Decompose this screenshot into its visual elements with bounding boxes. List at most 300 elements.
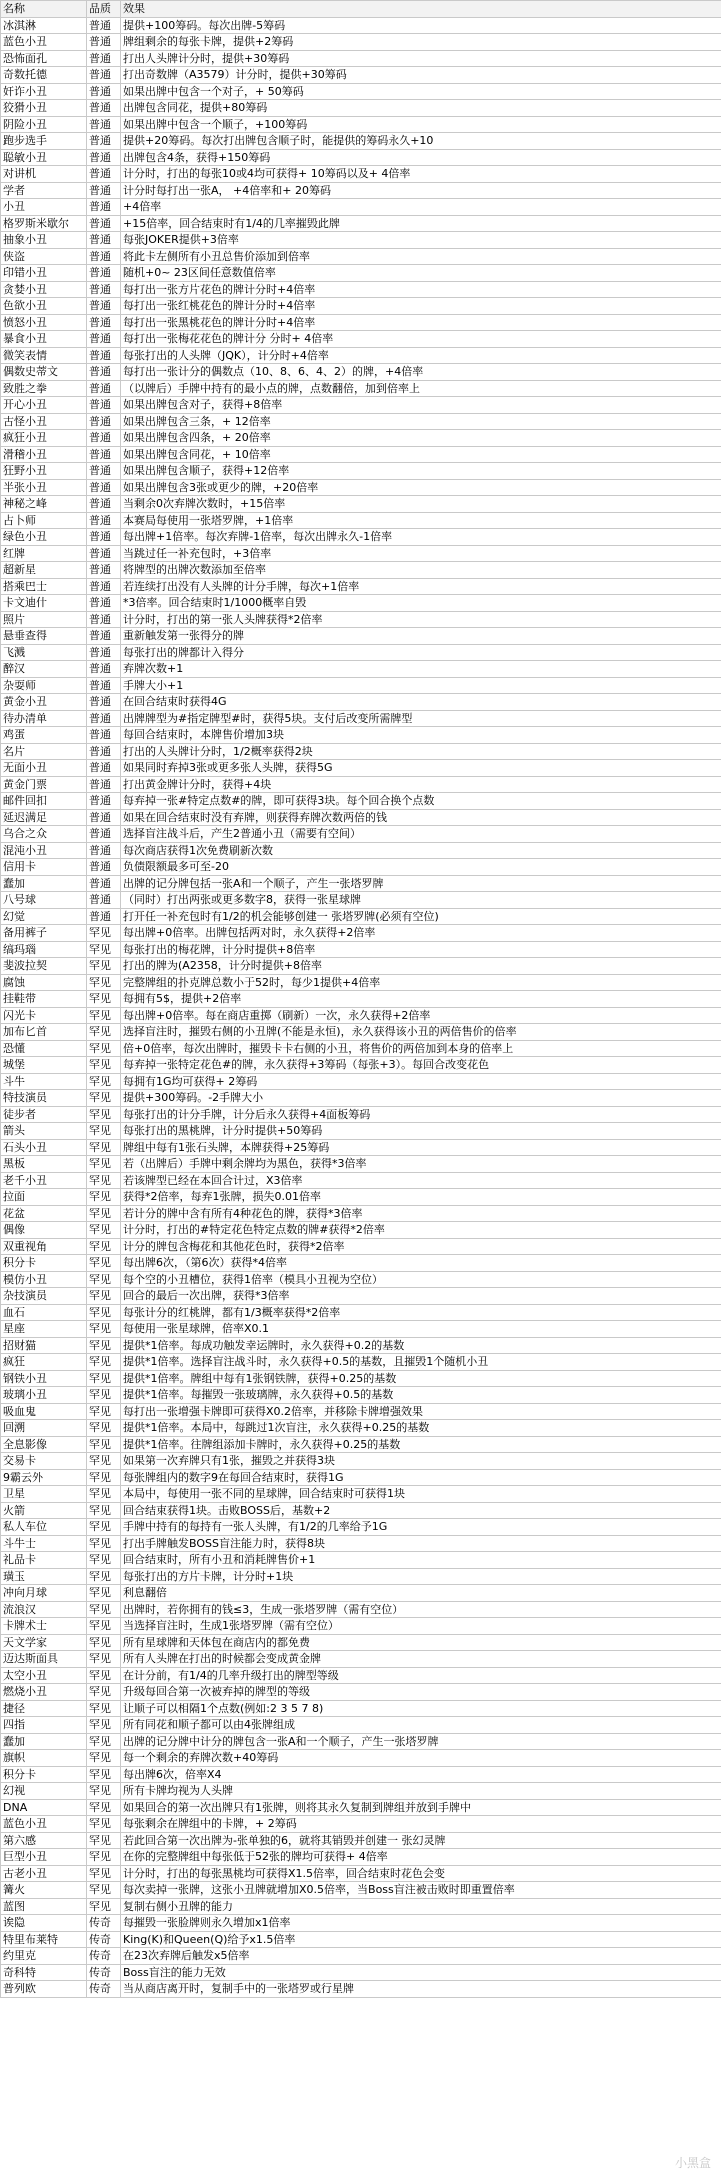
cell-effect: 如果出牌包含三条，+ 12倍率 [121,413,721,430]
cell-quality: 普通 [87,496,121,513]
cell-name: 特技演员 [1,1090,87,1107]
cell-name: 普列欧 [1,1981,87,1998]
table-row [1,776,721,793]
cell-effect: 如果同时弃掉3张或更多张人头牌，获得5G [121,760,721,777]
cell-name: 醉汉 [1,661,87,678]
table-row [1,50,721,67]
table-row [1,430,721,447]
cell-effect: 出牌牌型为#指定牌型#时，获得5块。支付后改变所需牌型 [121,710,721,727]
cell-name: 巨型小丑 [1,1849,87,1866]
cell-effect: 回合的最后一次出牌，获得*3倍率 [121,1288,721,1305]
cell-name: 招财猫 [1,1337,87,1354]
table-row [1,479,721,496]
table-row [1,364,721,381]
cell-effect: 选择盲注时，摧毁右侧的小丑牌(不能是永恒)，永久获得该小丑的两倍售价的倍率 [121,1024,721,1041]
cell-effect: 在23次弃牌后触发x5倍率 [121,1948,721,1965]
table-row [1,1436,721,1453]
cell-effect: 重新触发第一张得分的牌 [121,628,721,645]
table-row [1,1205,721,1222]
table-row [1,1618,721,1635]
cell-name: 吸血鬼 [1,1403,87,1420]
cell-quality: 罕见 [87,1502,121,1519]
cell-quality: 普通 [87,611,121,628]
cell-name: 火箭 [1,1502,87,1519]
cell-name: 无面小丑 [1,760,87,777]
cell-effect: 在回合结束时获得4G [121,694,721,711]
cell-effect: 打出人头牌计分时，提供+30筹码 [121,50,721,67]
cell-name: 聪敏小丑 [1,149,87,166]
cell-effect: 每张剩余在牌组中的卡牌，+ 2筹码 [121,1816,721,1833]
cell-quality: 普通 [87,298,121,315]
cell-quality: 罕见 [87,1403,121,1420]
cell-effect: 出牌包含4条，获得+150筹码 [121,149,721,166]
cell-effect: 每张打出的计分手牌，计分后永久获得+4面板筹码 [121,1106,721,1123]
cell-effect: 每摧毁一张脸牌则永久增加x1倍率 [121,1915,721,1932]
cell-effect: 提供+300筹码。-2手牌大小 [121,1090,721,1107]
cell-name: 模仿小丑 [1,1271,87,1288]
table-row [1,1733,721,1750]
table-row [1,1304,721,1321]
cell-effect: 每次商店获得1次免费刷新次数 [121,842,721,859]
cell-quality: 罕见 [87,1601,121,1618]
cell-name: 城堡 [1,1057,87,1074]
cell-name: 印错小丑 [1,265,87,282]
cell-quality: 普通 [87,727,121,744]
cell-effect: 所有人头牌在打出的时候都会变成黄金牌 [121,1651,721,1668]
cell-effect: 每拥有1G均可获得+ 2筹码 [121,1073,721,1090]
cell-effect: 当选择盲注时，生成1张塔罗牌（需有空位） [121,1618,721,1635]
cell-quality: 罕见 [87,1453,121,1470]
cell-quality: 普通 [87,83,121,100]
cell-effect: 每打出一张增强卡牌即可获得X0.2倍率，并移除卡牌增强效果 [121,1403,721,1420]
cell-quality: 普通 [87,265,121,282]
cell-effect: 在计分前，有1/4的几率升级打出的牌型等级 [121,1667,721,1684]
table-row [1,1898,721,1915]
cell-name: 太空小丑 [1,1667,87,1684]
table-row [1,83,721,100]
cell-effect: 若计分的牌中含有所有4种花色的牌，获得*3倍率 [121,1205,721,1222]
cell-effect: 手牌中持有的每持有一张人头牌，有1/2的几率给予1G [121,1519,721,1536]
cell-effect: 所有星球牌和天体包在商店内的都免费 [121,1634,721,1651]
cell-name: 疯狂小丑 [1,430,87,447]
cell-quality: 罕见 [87,1222,121,1239]
table-row [1,628,721,645]
cell-effect: 每张牌组内的数字9在每回合结束时，获得1G [121,1469,721,1486]
cell-name: 约里克 [1,1948,87,1965]
table-row [1,958,721,975]
cell-effect: 出牌包含同花，提供+80筹码 [121,100,721,117]
cell-name: 9霸云外 [1,1469,87,1486]
cell-quality: 普通 [87,809,121,826]
table-row [1,1519,721,1536]
cell-effect: +4倍率 [121,199,721,216]
cell-effect: 每打出一张方片花色的牌计分时+4倍率 [121,281,721,298]
cell-quality: 普通 [87,595,121,612]
table-row [1,826,721,843]
cell-effect: 计分的牌包含梅花和其他花色时，获得*2倍率 [121,1238,721,1255]
cell-effect: 当从商店离开时，复制手中的一张塔罗或行星牌 [121,1981,721,1998]
table-row [1,974,721,991]
cell-effect: 若连续打出没有人头牌的计分手牌，每次+1倍率 [121,578,721,595]
table-row [1,1469,721,1486]
cell-name: 双重视角 [1,1238,87,1255]
cell-name: 第六感 [1,1832,87,1849]
table-row [1,496,721,513]
cell-effect: 本局中，每使用一张不同的星球牌，回合结束时可获得1块 [121,1486,721,1503]
cell-name: 暴食小丑 [1,331,87,348]
cell-name: 偶数史蒂文 [1,364,87,381]
cell-effect: 若该牌型已经在本回合计过，X3倍率 [121,1172,721,1189]
cell-effect: 打出黄金牌计分时，获得+4块 [121,776,721,793]
table-row [1,413,721,430]
cell-name: 混沌小丑 [1,842,87,859]
cell-quality: 罕见 [87,1519,121,1536]
cell-quality: 罕见 [87,991,121,1008]
table-row [1,1073,721,1090]
cell-effect: 将此卡左侧所有小丑总售价添加到倍率 [121,248,721,265]
cell-name: 备用裤子 [1,925,87,942]
cell-quality: 普通 [87,578,121,595]
cell-quality: 普通 [87,677,121,694]
cell-effect: 如果出牌包含四条，+ 20倍率 [121,430,721,447]
cell-quality: 罕见 [87,1205,121,1222]
cell-quality: 罕见 [87,1238,121,1255]
cell-name: 照片 [1,611,87,628]
cell-name: 交易卡 [1,1453,87,1470]
cell-effect: 随机+0~ 23区间任意数值倍率 [121,265,721,282]
table-row [1,133,721,150]
cell-quality: 罕见 [87,1865,121,1882]
table-row [1,809,721,826]
cell-name: 加布匕首 [1,1024,87,1041]
table-row [1,116,721,133]
table-row [1,347,721,364]
cell-effect: 如果出牌中包含一个顺子，+100筹码 [121,116,721,133]
cell-name: 神秘之峰 [1,496,87,513]
cell-quality: 罕见 [87,1849,121,1866]
cell-quality: 普通 [87,661,121,678]
cell-quality: 普通 [87,413,121,430]
cell-effect: 每次卖掉一张牌，这张小丑牌就增加X0.5倍率，当Boss盲注被击败时即重置倍率 [121,1882,721,1899]
cell-name: 对讲机 [1,166,87,183]
cell-name: 四指 [1,1717,87,1734]
cell-quality: 罕见 [87,1667,121,1684]
table-row [1,1354,721,1371]
cell-effect: 如果回合的第一次出牌只有1张牌，则将其永久复制到牌组并放到手牌中 [121,1799,721,1816]
table-row [1,1964,721,1981]
cell-effect: （同时）打出两张或更多数字8，获得一张星球牌 [121,892,721,909]
cell-name: 斗牛士 [1,1535,87,1552]
table-row [1,199,721,216]
table-row [1,1370,721,1387]
cell-effect: 每一个剩余的弃牌次数+40筹码 [121,1750,721,1767]
table-row [1,1007,721,1024]
cell-effect: 让顺子可以相隔1个点数(例如:2 3 5 7 8) [121,1700,721,1717]
table-row [1,1387,721,1404]
cell-quality: 普通 [87,908,121,925]
cell-name: 捷径 [1,1700,87,1717]
table-row [1,1552,721,1569]
table-row [1,941,721,958]
cell-effect: 计分时，打出的第一张人头牌获得*2倍率 [121,611,721,628]
cell-quality: 罕见 [87,1007,121,1024]
table-row [1,1634,721,1651]
cell-quality: 普通 [87,331,121,348]
cell-name: 玻璃小丑 [1,1387,87,1404]
cell-name: 卫星 [1,1486,87,1503]
table-row [1,248,721,265]
cell-name: 半张小丑 [1,479,87,496]
table-row [1,1816,721,1833]
table-row [1,1799,721,1816]
cell-quality: 罕见 [87,1832,121,1849]
cell-quality: 普通 [87,479,121,496]
cell-effect: 出牌的记分牌中计分的牌包含一张A和一个顺子，产生一张塔罗牌 [121,1733,721,1750]
cell-name: 名片 [1,743,87,760]
table-row [1,397,721,414]
cell-effect: 每张计分的红桃牌，都有1/3概率获得*2倍率 [121,1304,721,1321]
cell-effect: 打出手牌触发BOSS盲注能力时，获得8块 [121,1535,721,1552]
cell-name: 诶隐 [1,1915,87,1932]
cell-quality: 罕见 [87,1288,121,1305]
cell-name: 占卜师 [1,512,87,529]
cell-quality: 罕见 [87,1882,121,1899]
cell-name: 蓝色小丑 [1,1816,87,1833]
table-row [1,1717,721,1734]
cell-quality: 普通 [87,776,121,793]
cell-quality: 罕见 [87,1106,121,1123]
cell-name: 闪光卡 [1,1007,87,1024]
cell-quality: 罕见 [87,1304,121,1321]
cell-effect: 提供*1倍率。本局中，每跳过1次盲注，永久获得+0.25的基数 [121,1420,721,1437]
table-row [1,265,721,282]
table-row [1,1981,721,1998]
table-row [1,446,721,463]
cell-effect: 若此回合第一次出牌为-张单独的6，就将其销毁并创建一 张幻灵牌 [121,1832,721,1849]
cell-quality: 普通 [87,248,121,265]
cell-name: 老千小丑 [1,1172,87,1189]
table-row [1,1255,721,1272]
table-body [1,17,721,1997]
cell-name: 积分卡 [1,1766,87,1783]
cell-quality: 罕见 [87,1090,121,1107]
cell-name: DNA [1,1799,87,1816]
cell-name: 鸡蛋 [1,727,87,744]
cell-effect: 提供*1倍率。往牌组添加卡牌时，永久获得+0.25的基数 [121,1436,721,1453]
cell-effect: 如果出牌包含3张或更少的牌，+20倍率 [121,479,721,496]
cell-quality: 传奇 [87,1915,121,1932]
table-row [1,1453,721,1470]
cell-effect: 每张打出的梅花牌，计分时提供+8倍率 [121,941,721,958]
cell-quality: 传奇 [87,1948,121,1965]
cell-quality: 罕见 [87,1552,121,1569]
cell-quality: 普通 [87,116,121,133]
cell-effect: 提供+20筹码。每次打出牌包含顺子时，能提供的筹码永久+10 [121,133,721,150]
table-row [1,892,721,909]
cell-name: 信用卡 [1,859,87,876]
table-row [1,149,721,166]
cell-quality: 罕见 [87,1535,121,1552]
cell-quality: 罕见 [87,1123,121,1140]
table-row [1,1585,721,1602]
cell-name: 阴险小丑 [1,116,87,133]
cell-quality: 普通 [87,842,121,859]
table-row [1,1849,721,1866]
cell-effect: 计分时，打出的#特定花色特定点数的牌#获得*2倍率 [121,1222,721,1239]
table-row [1,1057,721,1074]
cell-name: 斗牛 [1,1073,87,1090]
cell-quality: 普通 [87,545,121,562]
cell-quality: 罕见 [87,1585,121,1602]
cell-quality: 普通 [87,463,121,480]
cell-effect: 提供+100筹码。每次出牌-5筹码 [121,17,721,34]
cell-effect: King(K)和Queen(Q)给予x1.5倍率 [121,1931,721,1948]
cell-effect: 如果第一次弃牌只有1张，摧毁之并获得3块 [121,1453,721,1470]
cell-effect: 所有卡牌均视为人头牌 [121,1783,721,1800]
table-row [1,34,721,51]
table-row [1,281,721,298]
cell-effect: 每拥有5$，提供+2倍率 [121,991,721,1008]
cell-quality: 罕见 [87,1486,121,1503]
table-row [1,67,721,84]
cell-name: 格罗斯米歇尔 [1,215,87,232]
cell-quality: 普通 [87,182,121,199]
table-row [1,1832,721,1849]
cell-quality: 罕见 [87,1733,121,1750]
table-row [1,1123,721,1140]
cell-effect: *3倍率。回合结束时1/1000概率自毁 [121,595,721,612]
table-row [1,1288,721,1305]
cell-effect: 打开任一补充包时有1/2的机会能够创建一 张塔罗牌(必须有空位) [121,908,721,925]
table-row [1,1106,721,1123]
cell-effect: 在你的完整牌组中每张低于52张的牌均可获得+ 4倍率 [121,1849,721,1866]
cell-quality: 罕见 [87,1189,121,1206]
table-row [1,1766,721,1783]
cell-name: 绿色小丑 [1,529,87,546]
cell-quality: 罕见 [87,1057,121,1074]
table-row [1,743,721,760]
cell-name: 奇科特 [1,1964,87,1981]
cell-effect: 每个空的小丑槽位，获得1倍率（模具小丑视为空位） [121,1271,721,1288]
table-row [1,1651,721,1668]
cell-name: 微笑表情 [1,347,87,364]
table-row [1,1156,721,1173]
table-row [1,1139,721,1156]
cell-effect: 如果出牌包含顺子，获得+12倍率 [121,463,721,480]
cell-quality: 罕见 [87,1156,121,1173]
table-row [1,925,721,942]
table-row [1,166,721,183]
cell-quality: 普通 [87,430,121,447]
cell-name: 搭乘巴士 [1,578,87,595]
cell-name: 侠盗 [1,248,87,265]
cell-quality: 普通 [87,34,121,51]
cell-quality: 普通 [87,694,121,711]
cell-name: 天文学家 [1,1634,87,1651]
table-row [1,100,721,117]
cell-effect: 每张打出的方片卡牌，计分时+1块 [121,1568,721,1585]
table-row [1,298,721,315]
cell-effect: 负债限额最多可至-20 [121,859,721,876]
cell-quality: 罕见 [87,1684,121,1701]
table-row [1,1090,721,1107]
cell-effect: 每出牌+0倍率。每在商店重掷（刷新）一次，永久获得+2倍率 [121,1007,721,1024]
cell-name: 乌合之众 [1,826,87,843]
cell-name: 贪婪小丑 [1,281,87,298]
table-row [1,1172,721,1189]
cell-effect: 如果出牌包含对子，获得+8倍率 [121,397,721,414]
cell-effect: 出牌时，若你拥有的钱≤3，生成一张塔罗牌（需有空位） [121,1601,721,1618]
cell-name: 挂鞋带 [1,991,87,1008]
cell-name: 色欲小丑 [1,298,87,315]
cell-name: 卡文迪什 [1,595,87,612]
table-row [1,1403,721,1420]
cell-name: 偶像 [1,1222,87,1239]
table-row [1,1271,721,1288]
cell-effect: 升级每回合第一次被弃掉的牌型的等级 [121,1684,721,1701]
cell-name: 红牌 [1,545,87,562]
cell-effect: 获得*2倍率，每弃1张牌，损失0.01倍率 [121,1189,721,1206]
header-quality: 品质 [87,1,121,18]
cell-quality: 普通 [87,875,121,892]
table-row [1,1783,721,1800]
cell-name: 腐蚀 [1,974,87,991]
table-row [1,215,721,232]
cell-quality: 罕见 [87,1420,121,1437]
table-row [1,1865,721,1882]
cell-quality: 罕见 [87,1898,121,1915]
cell-effect: 每出牌6次，（第6次）获得*4倍率 [121,1255,721,1272]
cell-name: 奸诈小丑 [1,83,87,100]
table-row [1,1915,721,1932]
cell-quality: 罕见 [87,941,121,958]
cell-quality: 普通 [87,149,121,166]
cell-effect: 每打出一张计分的偶数点（10、8、6、4、2）的牌，+4倍率 [121,364,721,381]
cell-quality: 普通 [87,859,121,876]
cell-quality: 普通 [87,512,121,529]
table-row [1,694,721,711]
cell-effect: 手牌大小+1 [121,677,721,694]
table-row [1,463,721,480]
cell-name: 黄金门票 [1,776,87,793]
table-row [1,1420,721,1437]
cell-effect: 当剩余0次弃牌次数时，+15倍率 [121,496,721,513]
cell-name: 幻觉 [1,908,87,925]
table-row [1,595,721,612]
cell-effect: 每张打出的黑桃牌，计分时提供+50筹码 [121,1123,721,1140]
cell-quality: 普通 [87,17,121,34]
cell-name: 飞溅 [1,644,87,661]
table-row [1,545,721,562]
cell-quality: 普通 [87,644,121,661]
cell-effect: 计分时每打出一张A， +4倍率和+ 20筹码 [121,182,721,199]
cell-quality: 罕见 [87,1271,121,1288]
cell-effect: 利息翻倍 [121,1585,721,1602]
cell-name: 旗帜 [1,1750,87,1767]
watermark: 小黑盒 [674,2156,711,2170]
cell-name: 全息影像 [1,1436,87,1453]
cell-name: 悬垂查得 [1,628,87,645]
table-row [1,1931,721,1948]
cell-effect: 复制右侧小丑牌的能力 [121,1898,721,1915]
cell-effect: 每使用一张星球牌，倍率X0.1 [121,1321,721,1338]
cell-quality: 普通 [87,892,121,909]
table-row [1,314,721,331]
table-row [1,17,721,34]
cell-name: 徒步者 [1,1106,87,1123]
table-row [1,1601,721,1618]
cell-quality: 普通 [87,380,121,397]
